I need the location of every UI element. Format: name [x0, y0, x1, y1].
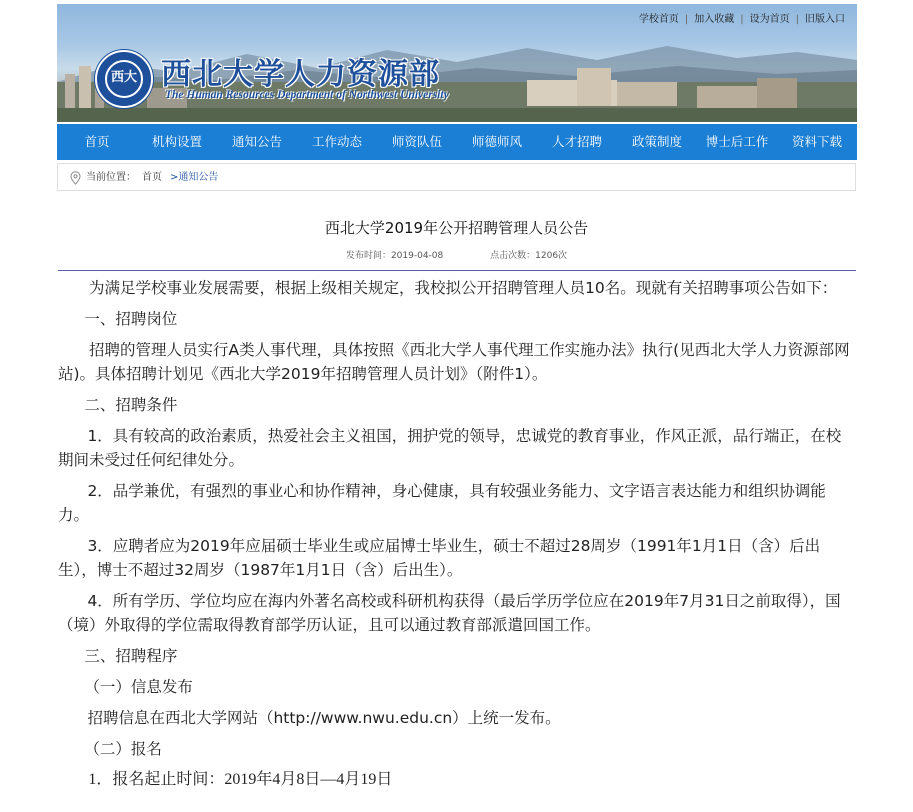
subsection-heading: （二）报名: [84, 740, 162, 758]
top-links: 学校首页 | 加入收藏 | 设为首页 | 旧版入口: [638, 14, 845, 25]
nav-item-recruitment[interactable]: 人才招聘: [551, 134, 602, 149]
nav-item-organization[interactable]: 机构设置: [151, 134, 202, 149]
breadcrumb: [57, 163, 856, 191]
breadcrumb-current-link[interactable]: >通知公告: [170, 172, 219, 183]
view-count: 点击次数：1206次: [490, 251, 568, 261]
breadcrumb-label: 当前位置：: [86, 172, 136, 183]
nav-item-home[interactable]: 首页: [84, 134, 110, 149]
article-title: 西北大学2019年公开招聘管理人员公告: [324, 219, 589, 237]
paragraph: 招聘信息在西北大学网站（http://www.nwu.edu.cn）上统一发布。: [87, 709, 561, 727]
top-link-old-version[interactable]: 旧版入口: [805, 14, 845, 25]
section-heading: 三、招聘程序: [84, 647, 178, 665]
subsection-heading: （一）信息发布: [84, 678, 193, 696]
university-logo: 西大: [95, 50, 153, 108]
location-pin-icon: [70, 171, 81, 185]
nav-item-downloads[interactable]: 资料下载: [791, 134, 842, 149]
nav-item-ethics[interactable]: 师德师风: [471, 134, 522, 149]
paragraph: 3．应聘者应为2019年应届硕士毕业生或应届博士毕业生，硕士不超过28周岁（1991年1月1日（含）后出生），博士不超过32周岁（1987年1月1日（含）后出生）。: [58, 537, 821, 579]
top-link-set-homepage[interactable]: 设为首页: [749, 14, 790, 25]
site-subtitle: The Human Resources Department of Northwest University: [165, 89, 449, 101]
top-link-school-home[interactable]: 学校首页: [638, 14, 679, 25]
nav-item-news[interactable]: 工作动态: [311, 134, 362, 149]
breadcrumb-home-link[interactable]: 首页: [142, 172, 162, 183]
paragraph: 1．报名起止时间：2019年4月8日—4月19日: [88, 771, 393, 788]
paragraph: 2．品学兼优，有强烈的事业心和协作精神，身心健康，具有较强业务能力、文字语言表达能力和组织协调能力。: [58, 482, 826, 524]
main-nav: [57, 124, 857, 160]
section-heading: 二、招聘条件: [84, 396, 178, 414]
article-meta: [0, 248, 913, 261]
publish-time: 发布时间：2019-04-08: [345, 251, 444, 261]
nav-item-faculty[interactable]: 师资队伍: [391, 134, 442, 149]
title-divider: [58, 270, 856, 271]
header-banner: [57, 4, 857, 122]
article-body: [58, 276, 856, 799]
paragraph-intro: 为满足学校事业发展需要，根据上级相关规定，我校拟公开招聘管理人员10名。现就有关招聘事项公告如下：: [89, 279, 838, 297]
nav-item-policies[interactable]: 政策制度: [631, 134, 682, 149]
site-title: 西北大学人力资源部: [161, 57, 440, 92]
top-link-add-favorite[interactable]: 加入收藏: [694, 14, 735, 25]
paragraph: 1．具有较高的政治素质，热爱社会主义祖国，拥护党的领导，忠诚党的教育事业，作风正派，品行端正，在校期间未受过任何纪律处分。: [58, 427, 842, 469]
nav-item-postdoc[interactable]: 博士后工作: [705, 134, 769, 149]
paragraph: 4．所有学历、学位均应在海内外著名高校或科研机构获得（最后学历学位应在2019年7月31日之前取得），国（境）外取得的学位需取得教育部学历认证，且可以通过教育部派遣回国工作。: [58, 592, 841, 634]
section-heading: 一、招聘岗位: [84, 310, 178, 328]
nav-item-notices[interactable]: 通知公告: [231, 134, 282, 149]
paragraph: 招聘的管理人员实行A类人事代理，具体按照《西北大学人事代理工作实施办法》执行(见西北大学人力资源部网站)。具体招聘计划见《西北大学2019年招聘管理人员计划》（附件1）。: [58, 341, 850, 383]
